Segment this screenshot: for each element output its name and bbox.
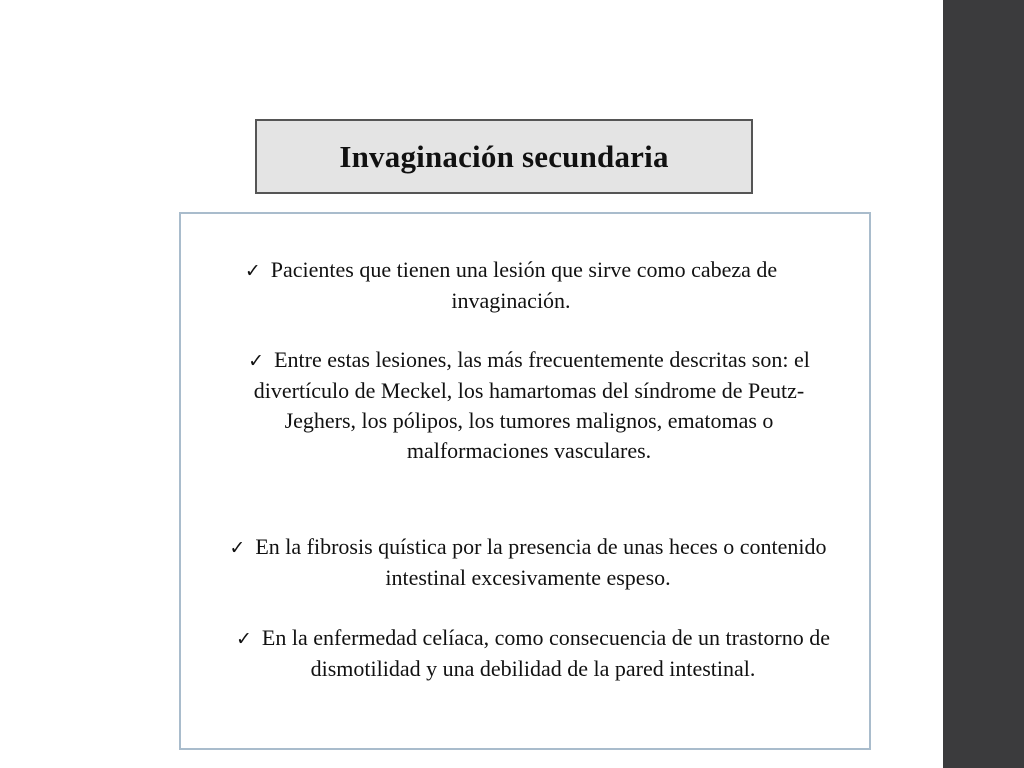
slide-title-box [255, 119, 753, 194]
bullet-text: Entre estas lesiones, las más frecuentemente descritas son: el divertículo de Meckel, los hamartomas del síndrome de Peutz-Jeghers, los pólipos, los tumores malignos, ematomas o malformaciones vasculares. [253, 347, 810, 463]
bullet-text: Pacientes que tienen una lesión que sirve como cabeza de invaginación. [270, 257, 778, 313]
bullet-text: En la fibrosis quística por la presencia de unas heces o contenido intestinal excesivamente espeso. [255, 534, 827, 590]
sidebar-decoration [943, 0, 1024, 768]
slide-title: Invaginación secundaria [339, 138, 669, 174]
checkmark-icon: ✓ [248, 350, 265, 372]
bullet-item [181, 255, 873, 316]
bullet-item [181, 532, 873, 593]
content-box [179, 212, 871, 750]
checkmark-icon: ✓ [236, 628, 252, 650]
bullet-item [181, 345, 873, 466]
bullet-text: En la enfermedad celíaca, como consecuencia de un trastorno de dismotilidad y una debilidad de la pared intestinal. [261, 625, 830, 681]
checkmark-icon: ✓ [244, 260, 261, 282]
checkmark-icon: ✓ [229, 537, 246, 559]
bullet-item [181, 623, 873, 684]
